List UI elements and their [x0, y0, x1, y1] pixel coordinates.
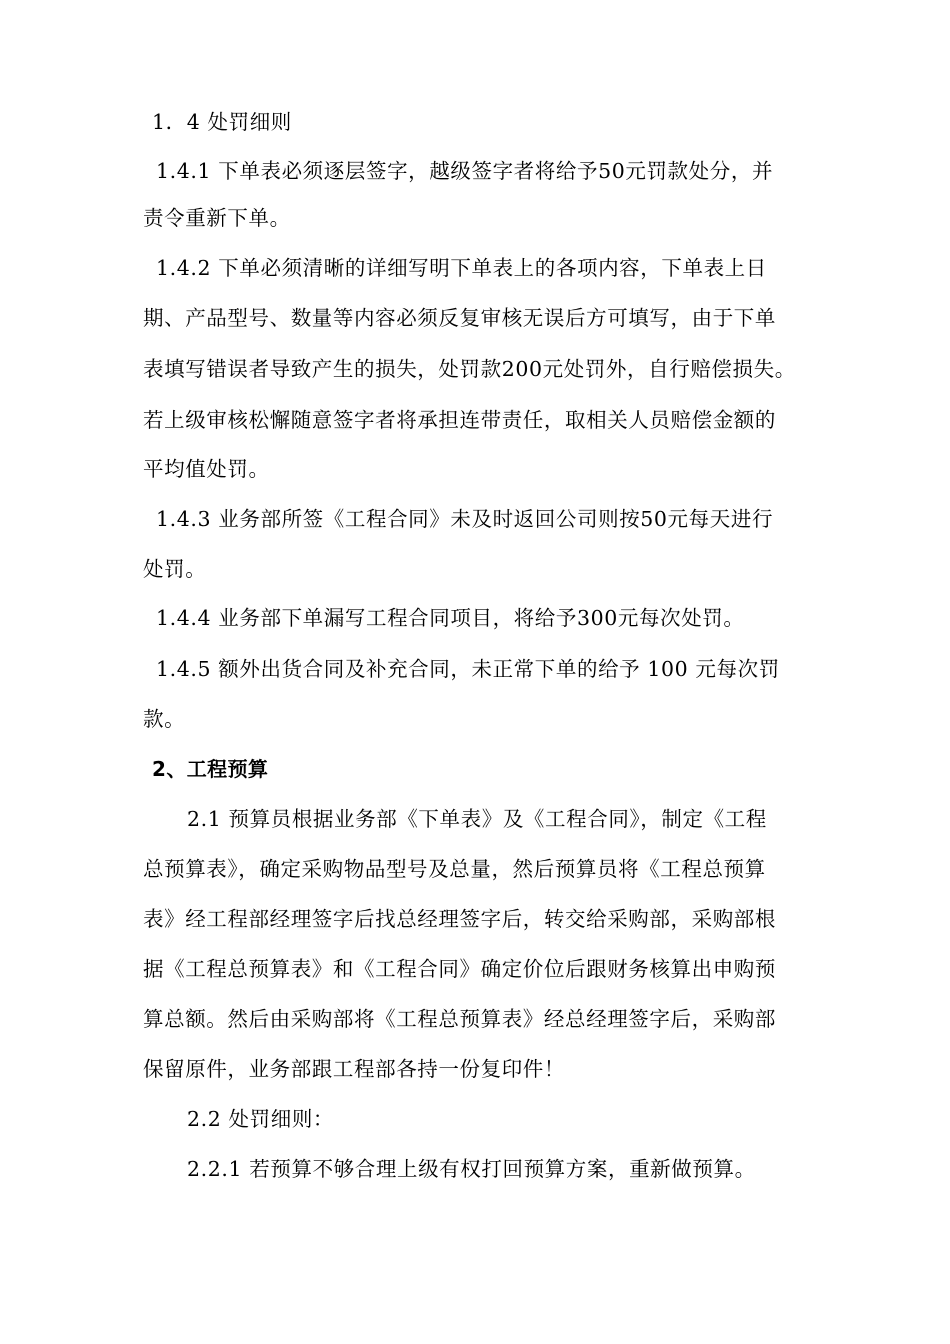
- paragraph-2-2-1: 2.2.1 若预算不够合理上级有权打回预算方案，重新做预算。: [187, 1157, 756, 1181]
- paragraph-1-4-2-line-2: 期、产品型号、数量等内容必须反复审核无误后方可填写，由于下单: [143, 306, 776, 330]
- paragraph-1-4-4: 1.4.4 业务部下单漏写工程合同项目，将给予300元每次处罚。: [156, 606, 745, 630]
- paragraph-2-1-line-2: 总预算表》，确定采购物品型号及总量，然后预算员将《工程总预算: [143, 857, 766, 881]
- paragraph-1-4-5-line-2: 款。: [143, 707, 186, 731]
- paragraph-1-4-2-line-5: 平均值处罚。: [143, 457, 270, 481]
- paragraph-1-4-2-line-1: 1.4.2 下单必须清晰的详细写明下单表上的各项内容，下单表上日: [156, 256, 767, 280]
- paragraph-1-4-3-line-2: 处罚。: [143, 557, 207, 581]
- paragraph-1-4-3-line-1: 1.4.3 业务部所签《工程合同》未及时返回公司则按50元每天进行: [156, 507, 774, 531]
- paragraph-1-4-2-line-3: 表填写错误者导致产生的损失，处罚款200元处罚外，自行赔偿损失。: [143, 357, 796, 381]
- paragraph-2-1-line-4: 据《工程总预算表》和《工程合同》确定价位后跟财务核算出申购预: [143, 957, 776, 981]
- paragraph-2-1-line-5: 算总额。然后由采购部将《工程总预算表》经总经理签字后，采购部: [143, 1007, 776, 1031]
- section-heading-1-4: 1．4 处罚细则: [152, 110, 292, 134]
- paragraph-1-4-2-line-4: 若上级审核松懈随意签字者将承担连带责任，取相关人员赔偿金额的: [143, 408, 776, 432]
- paragraph-1-4-1-line-2: 责令重新下单。: [143, 206, 291, 230]
- paragraph-2-1-line-1: 2.1 预算员根据业务部《下单表》及《工程合同》，制定《工程: [187, 807, 767, 831]
- paragraph-2-1-line-3: 表》经工程部经理签字后找总经理签字后，转交给采购部，采购部根: [143, 907, 776, 931]
- paragraph-1-4-1-line-1: 1.4.1 下单表必须逐层签字，越级签字者将给予50元罚款处分，并: [156, 159, 774, 183]
- section-heading-2: 2、工程预算: [152, 757, 269, 781]
- paragraph-1-4-5-line-1: 1.4.5 额外出货合同及补充合同，未正常下单的给予 100 元每次罚: [156, 657, 780, 681]
- paragraph-2-1-line-6: 保留原件，业务部跟工程部各持一份复印件！: [143, 1057, 565, 1081]
- paragraph-2-2: 2.2 处罚细则：: [187, 1107, 335, 1131]
